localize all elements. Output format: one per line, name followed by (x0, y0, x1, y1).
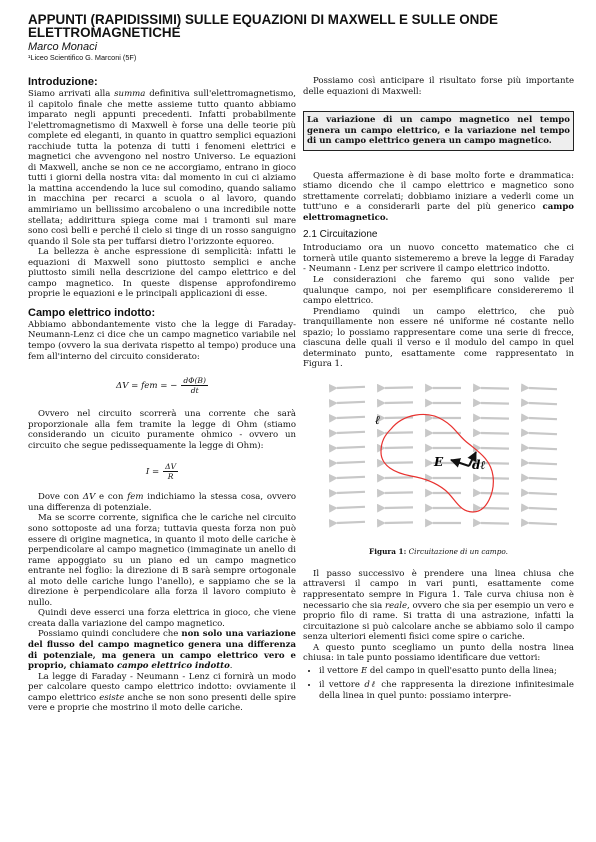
right-paragraph-4: Le considerazioni che faremo qui sono valide per qualunque campo, noi per esemplificare considereremo il campo elettrico. (303, 274, 574, 307)
induced-paragraph-6: Possiamo quindi concludere che non solo una variazione del flusso del campo magnetico genera una differenza di potenziale, ma genera un campo elettrico vero e proprio, chiamato campo elettrico indotto. (28, 629, 296, 672)
equation-faraday-denominator: dt (190, 386, 199, 396)
field-arrow (385, 522, 413, 523)
right-column (303, 76, 574, 705)
equation-faraday-fraction (181, 376, 208, 395)
field-arrow (481, 448, 509, 449)
induced-paragraph-4: Ma se scorre corrente, significa che le cariche nel circuito sono sottoposte ad una forza; tuttavia questa forza non può essere di origine magnetica, in quanto il moto delle cariche è perpendicolare al campo magnetico (immaginate un anello di rame appoggiato su un piano ed un campo magnetico entrante nel foglio: la direzione di B sarà sempre ortogonale al moto delle cariche lungo l'anello), e sappiamo che se la direzione è perpendicolare alla forza il lavoro compiuto è nullo. (28, 513, 296, 608)
field-arrow (529, 463, 557, 464)
author-affiliation: ¹Liceo Scientifico G. Marconi (5F) (28, 53, 137, 62)
equation-ohm-fraction (163, 462, 178, 481)
field-arrows (337, 387, 557, 524)
field-arrow (385, 447, 413, 448)
field-arrow (481, 493, 509, 494)
highlight-box: La variazione di un campo magnetico nel tempo genera un campo elettrico, e la variazione nel tempo di un campo elettrico genera un campo magnetico. (303, 111, 574, 151)
field-arrow (337, 447, 365, 448)
field-arrow (385, 387, 413, 388)
field-arrow (337, 462, 365, 463)
field-arrow (385, 492, 413, 493)
equation-ohm-numerator: ΔV (165, 462, 177, 472)
intro-paragraph-1: Siamo arrivati alla summa definitiva sull'elettromagnetismo, il capitolo finale che mette assieme tutto quanto abbiamo imparato negli appunti precedenti. Infatti probabilmente l'elettromagnetismo di Maxwell è forse una delle teorie più complete ed eleganti, in quanto in quattro semplici equazioni racchiude tutta la potenza di tutti i fenomeni elettrici e magnetici che avvengono nel nostro Universo. Le equazioni di Maxwell, anche se non ce ne accorgiamo, entrano in gioco tutti i giorni della nostra vita: dal momento in cui ci alziamo la mattina accendendo la luce sul comodino, quando saliamo in macchina per recarci a scuola o al lavoro, quando ammiriamo un bellissimo arcobaleno o una incredibile notte stellata; addirittura spiega come mai i tramonti sul mare sono così belli e perché il cielo si tinge di un rosso sanguigno quando il Sole sta per tuffarsi dietro l'orizzonte equoreo. (28, 89, 296, 247)
field-arrow (385, 507, 413, 508)
induced-paragraph-7: La legge di Faraday - Neumann - Lenz ci fornirà un modo per calcolare questo campo elettrico indotto: ovviamente il campo elettrico esiste anche se non sono presenti delle spire vere e proprie che mostrino il moto delle cariche. (28, 671, 296, 714)
field-arrow (529, 388, 557, 389)
right-paragraph-1: Possiamo così anticipare il risultato forse più importante delle equazioni di Maxwell: (303, 76, 574, 97)
field-arrow (337, 477, 365, 478)
field-arrow (529, 433, 557, 434)
field-arrow (337, 417, 365, 418)
field-arrow (337, 402, 365, 403)
intro-paragraph-2: La bellezza è anche espressione di semplicità: infatti le equazioni di Maxwell sono piuttosto semplici e anche piuttosto simili nella descrizione del campo elettrico e del campo magnetico. In queste dispense approfondiremo proprie le equazioni e le principali applicazioni di esse. (28, 247, 296, 300)
field-arrow (529, 418, 557, 419)
label-E: E (434, 454, 444, 469)
field-arrow (529, 448, 557, 449)
left-column (28, 76, 296, 714)
right-paragraph-6: Il passo successivo è prendere una linea chiusa che attraversi il campo in vari punti, esattamente come rappresentato sempre in Figura 1. Tale curva chiusa non è necessario che sia reale, ovvero che sia per esempio un vero e proprio filo di rame. Si tratta di una astrazione, infatti la circuitazione si può calcolare anche se abbiamo solo il campo senza ulteriori elementi fisici come spire o cariche. (303, 568, 574, 643)
field-arrow (481, 403, 509, 404)
field-arrow (481, 523, 509, 524)
field-arrow (337, 492, 365, 493)
equation-faraday-lhs: ΔV = fem = − (116, 380, 178, 391)
label-l: ℓ (375, 412, 381, 427)
field-arrow (481, 388, 509, 389)
induced-paragraph-2: Ovvero nel circuito scorrerà una corrente che sarà proporzionale alla fem tramite la legge di Ohm (stiamo considerando un cicuito puramente ohmico - ovvero un circuito che segue pedissequamente la legge di Ohm): (28, 409, 296, 451)
circuitation-figure (303, 380, 574, 540)
field-arrow (481, 478, 509, 479)
right-paragraph-7: A questo punto scegliamo un punto della nostra linea chiusa: in tale punto possiamo identificare due vettori: (303, 642, 574, 664)
vector-list-item-2: • il vettore dℓ che rappresenta la direzione infinitesimale della linea in quel punto: possiamo interpre- (319, 680, 574, 701)
field-arrow (337, 387, 365, 388)
field-arrow (481, 418, 509, 419)
vector-list (303, 666, 574, 702)
field-arrow (385, 462, 413, 463)
section-heading-induced-field: Campo elettrico indotto: (28, 306, 156, 319)
right-paragraph-5: Prendiamo quindi un campo elettrico, che può tranquillamente non essere né uniforme né costante nello spazio; lo possiamo rappresentare come una serie di frecce, ciascuna delle quali il verso e il modulo del campo in quel determinato punto, esattamente come rappresentato in Figura 1. (303, 306, 574, 370)
section-heading-intro: Introduzione: (28, 76, 98, 88)
paper-title: APPUNTI (RAPIDISSIMI) SULLE EQUAZIONI DI MAXWELL E SULLE ONDE ELETTROMAGNETICHE (28, 12, 498, 41)
field-arrow (337, 522, 365, 523)
field-arrow (385, 477, 413, 478)
right-paragraph-2: Questa affermazione è di base molto forte e drammatica: stiamo dicendo che il campo elettrico e magnetico sono strettamente correlati; dobbiamo iniziare a vederli come un tutt'uno e a considerarli parte del più generico campo elettromagnetico. (303, 170, 574, 223)
field-arrow (529, 403, 557, 404)
figure-1 (303, 380, 574, 545)
author-name: Marco Monaci (28, 41, 98, 53)
field-arrow (385, 402, 413, 403)
field-arrow (529, 493, 557, 494)
field-arrow (529, 523, 557, 524)
label-dl: dℓ (472, 457, 486, 472)
right-paragraph-3: Introduciamo ora un nuovo concetto matematico che ci tornerà utile quanto sistemeremo a breve la legge di Faraday - Neumann - Lenz per scrivere il campo elettrico indotto. (303, 243, 574, 275)
field-arrow (337, 507, 365, 508)
equation-ohm (28, 462, 296, 481)
field-arrow (481, 433, 509, 434)
equation-faraday-numerator: dΦ(B) (183, 376, 206, 386)
equation-ohm-lhs: I = (145, 466, 160, 477)
field-arrow (529, 508, 557, 509)
field-arrow (529, 478, 557, 479)
field-arrow (385, 417, 413, 418)
induced-paragraph-5: Quindi deve esserci una forza elettrica in gioco, che viene creata dalla variazione del campo magnetico. (28, 608, 296, 629)
equation-faraday (28, 376, 296, 395)
induced-paragraph-3: Dove con ΔV e con fem indichiamo la stessa cosa, ovvero una differenza di potenziale. (28, 492, 296, 513)
field-arrow (481, 508, 509, 509)
field-arrow (385, 432, 413, 433)
induced-paragraph-1: Abbiamo abbondantemente visto che la legge di Faraday-Neumann-Lenz ci dice che un campo magnetico variabile nel tempo (ovvero la sua derivata rispetto al tempo) produce una fem all'interno del circuito considerato: (28, 319, 296, 362)
subsection-heading-circuitazione: 2.1 Circuitazione (303, 229, 378, 241)
equation-ohm-denominator: R (167, 472, 174, 482)
vector-list-item-1: • il vettore E del campo in quell'esatto punto della linea; (319, 666, 574, 677)
figure-caption: Figura 1: Circuitazione di un campo. (369, 546, 508, 556)
field-arrow (337, 432, 365, 433)
